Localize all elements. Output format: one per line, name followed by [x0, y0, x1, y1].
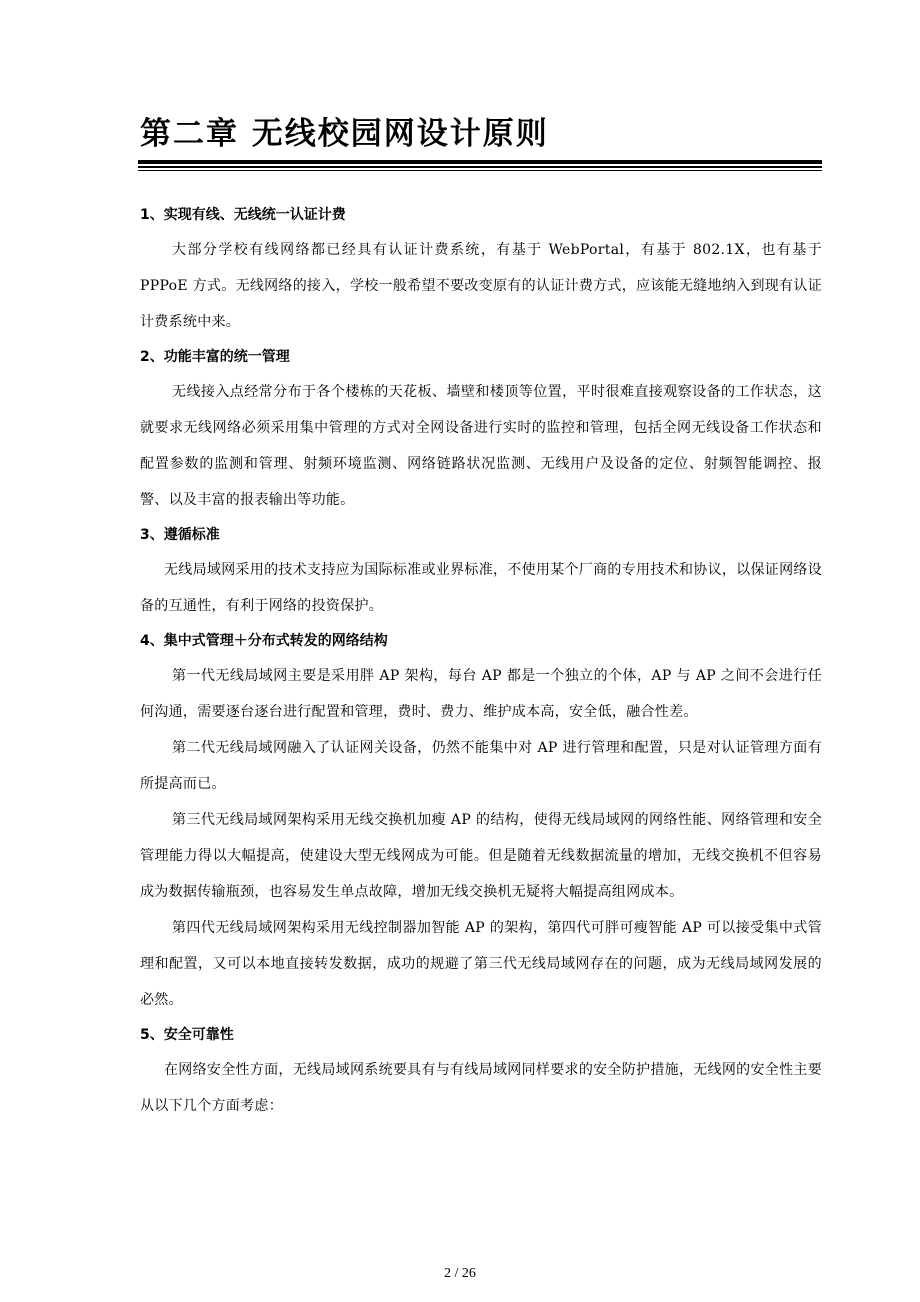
- section-heading: 1、实现有线、无线统一认证计费: [140, 207, 346, 223]
- body-paragraph: 大部分学校有线网络都已经具有认证计费系统，有基于 WebPortal，有基于 802.1X，也有基于 PPPoE 方式。无线网络的接入，学校一般希望不要改变原有的认证计费方式，应该能无缝地纳入到现有认证计费系统中来。: [140, 242, 822, 330]
- section-heading: 5、安全可靠性: [140, 1027, 234, 1043]
- section-heading: 4、集中式管理＋分布式转发的网络结构: [140, 633, 388, 649]
- body-paragraph: 无线接入点经常分布于各个楼栋的天花板、墙壁和楼顶等位置，平时很难直接观察设备的工作状态，这就要求无线网络必须采用集中管理的方式对全网设备进行实时的监控和管理，包括全网无线设备工作状态和配置参数的监测和管理、射频环境监测、网络链路状况监测、无线用户及设备的定位、射频智能调控、报警、以及丰富的报表输出等功能。: [140, 384, 822, 508]
- chapter-title: 第二章 无线校园网设计原则: [140, 116, 549, 152]
- body-paragraph: 第二代无线局域网融入了认证网关设备，仍然不能集中对 AP 进行管理和配置，只是对认证管理方面有所提高而已。: [140, 740, 822, 792]
- page-number: 2 / 26: [444, 1266, 476, 1281]
- body-paragraph: 在网络安全性方面，无线局域网系统要具有与有线局域网同样要求的安全防护措施，无线网的安全性主要从以下几个方面考虑：: [140, 1062, 822, 1114]
- body-paragraph: 第三代无线局域网架构采用无线交换机加瘦 AP 的结构，使得无线局域网的网络性能、网络管理和安全管理能力得以大幅提高，使建设大型无线网成为可能。但是随着无线数据流量的增加，无线交换机不但容易成为数据传输瓶颈，也容易发生单点故障，增加无线交换机无疑将大幅提高组网成本。: [140, 812, 822, 900]
- document-body: [140, 198, 822, 1124]
- section-heading: 2、功能丰富的统一管理: [140, 349, 290, 365]
- body-paragraph: 第一代无线局域网主要是采用胖 AP 架构，每台 AP 都是一个独立的个体，AP 与 AP 之间不会进行任何沟通，需要逐台逐台进行配置和管理，费时、费力、维护成本高，安全低，融合性差。: [140, 668, 822, 720]
- body-paragraph: 无线局域网采用的技术支持应为国际标准或业界标准，不使用某个厂商的专用技术和协议，以保证网络设备的互通性，有利于网络的投资保护。: [140, 562, 822, 614]
- title-rule-mid: [138, 166, 822, 168]
- title-rule-thick: [138, 160, 822, 164]
- title-rule-thin: [138, 170, 822, 171]
- body-paragraph: 第四代无线局域网架构采用无线控制器加智能 AP 的架构，第四代可胖可瘦智能 AP 可以接受集中式管理和配置，又可以本地直接转发数据，成功的规避了第三代无线局域网存在的问题，成为无线局域网发展的必然。: [140, 920, 822, 1008]
- section-heading: 3、遵循标准: [140, 527, 220, 543]
